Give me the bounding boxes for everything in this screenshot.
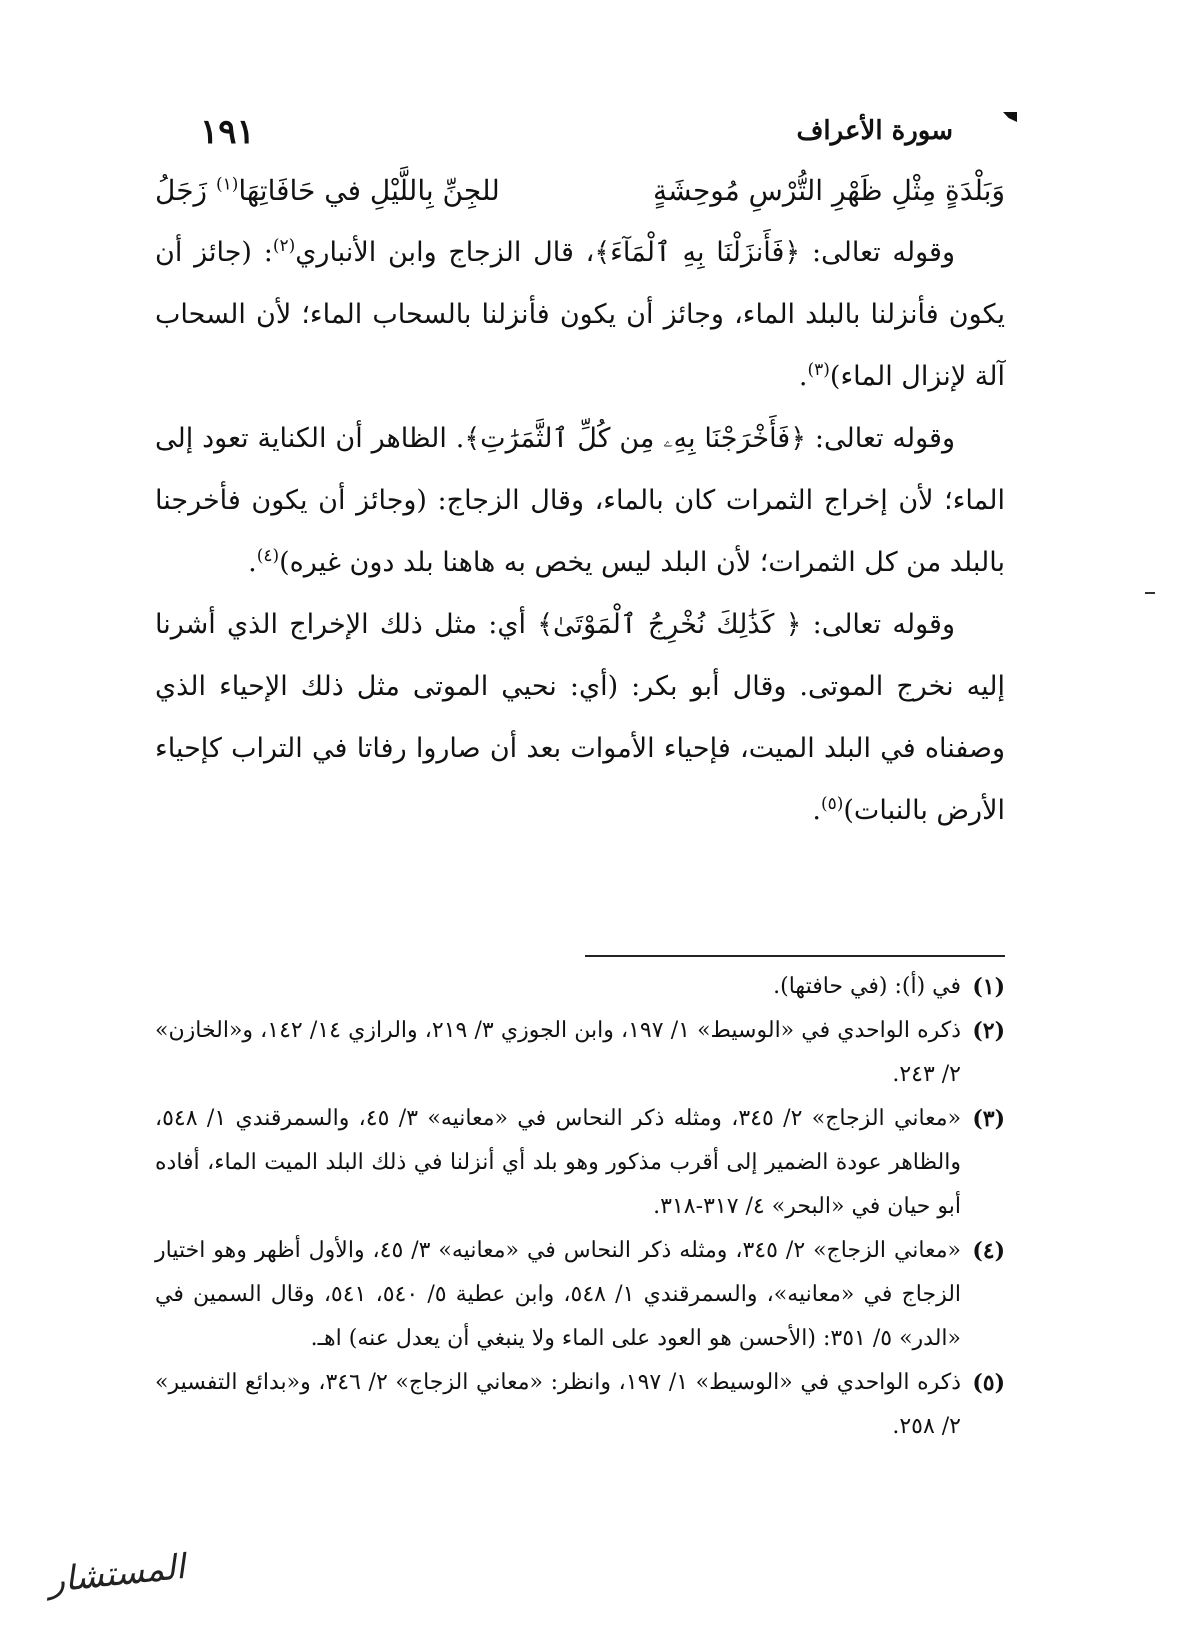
verse-left-end: زَجَلُ <box>155 174 216 207</box>
text-run: أي: مثل ذلك الإخراج الذي أشرنا إليه نخرج الموتى. وقال أبو بكر: (أي: نحيي الموتى مثل ذلك الإحياء الذي وصفناه في البلد الميت، فإحياء الأموات بعد أن صاروا رفاتا في التراب كإحياء الأرض بالنبات) <box>155 609 1005 826</box>
verse-hemistich-right: وَبَلْدَةٍ مِثْلِ ظَهْرِ التُّرْسِ مُوحِشَةٍ <box>653 174 1005 207</box>
paragraph-3 <box>155 594 1005 842</box>
footnote-text: «معاني الزجاج» ٢/ ٣٤٥، ومثله ذكر النحاس في «معانيه» ٣/ ٤٥، والأول أظهر وهو اختيار الزجاج في «معانيه»، والسمرقندي ١/ ٥٤٨، وابن عطية ٥/ ٥٤٠، ٥٤١، وقال السمين في «الدر» ٥/ ٣٥١: (الأحسن هو العود على الماء ولا ينبغي أن يعدل عنه) اهـ. <box>155 1238 962 1351</box>
footnote-ref: (١) <box>215 174 239 195</box>
watermark-logo <box>46 1547 187 1601</box>
footnote-item <box>155 1009 1005 1097</box>
footnote-ref: (٤) <box>256 546 280 566</box>
text-run: . <box>812 795 821 826</box>
margin-mark <box>1145 592 1155 594</box>
footnote-number: (١) <box>972 974 1005 1000</box>
text-run: ، قال الزجاج وابن الأنباري <box>295 237 595 268</box>
footnote-item <box>155 1097 1005 1229</box>
footnote-ref: (٢) <box>272 236 296 256</box>
footnote-text: ذكره الواحدي في «الوسيط» ١/ ١٩٧، وابن الجوزي ٣/ ٢١٩، والرازي ١٤/ ١٤٢، و«الخازن» ٢/ ٢٤٣. <box>155 1018 962 1087</box>
text-run: وقوله تعالى: <box>800 237 955 268</box>
main-text <box>155 160 1005 842</box>
footnote-divider <box>585 955 1005 957</box>
footnote-item <box>155 1229 1005 1361</box>
footnote-text: ذكره الواحدي في «الوسيط» ١/ ١٩٧، وانظر: «معاني الزجاج» ٢/ ٣٤٦، و«بدائع التفسير» ٢/ ٢٥٨. <box>155 1370 962 1439</box>
footnote-number: (٢) <box>972 1018 1005 1044</box>
text-run: . الظاهر أن الكناية تعود إلى الماء؛ لأن إخراج الثمرات كان بالماء، وقال الزجاج: (وجائز أن يكون فأخرجنا بالبلد من كل الثمرات؛ لأن البلد ليس يخص به هاهنا بلد دون غيره) <box>155 423 1005 578</box>
quran-quote: ﴿فَأَخْرَجْنَا بِهِۦ مِن كُلِّ ٱلثَّمَرَٰتِ﴾ <box>464 423 807 454</box>
footnote-number: (٣) <box>972 1106 1005 1132</box>
logo-text: المستشار <box>46 1546 187 1602</box>
footnote-text: في (أ): (في حافتها). <box>773 974 961 999</box>
paragraph-2 <box>155 408 1005 594</box>
corner-mark-icon <box>1003 112 1017 122</box>
footnote-text: «معاني الزجاج» ٢/ ٣٤٥، ومثله ذكر النحاس في «معانيه» ٣/ ٤٥، والسمرقندي ١/ ٥٤٨، والظاهر عودة الضمير إلى أقرب مذكور وهو بلد أي أنزلنا في ذلك البلد الميت الماء، أفاده أبو حيان في «البحر» ٤/ ٣١٧-٣١٨. <box>155 1106 962 1219</box>
quran-quote: ﴿فَأَنزَلْنَا بِهِ ٱلْمَآءَ﴾ <box>594 237 801 268</box>
poetry-verse <box>155 160 1005 222</box>
text-run: وقوله تعالى: <box>801 609 955 640</box>
footnote-item <box>155 965 1005 1009</box>
text-run: . <box>248 547 257 578</box>
surah-title: سورة الأعراف <box>796 116 953 146</box>
paragraph-1 <box>155 222 1005 408</box>
verse-left-text: للجِنِّ بِاللَّيْلِ في حَافَاتِهَا <box>238 174 500 207</box>
footnote-item <box>155 1361 1005 1449</box>
page-number: ١٩١ <box>200 112 255 152</box>
text-run: وقوله تعالى: <box>806 423 955 454</box>
footnotes <box>155 965 1005 1449</box>
text-run: . <box>798 361 808 392</box>
footnote-ref: (٥) <box>820 794 844 814</box>
text-run: : (جائز أن يكون فأنزلنا بالبلد الماء، وجائز أن يكون فأنزلنا بالسحاب الماء؛ لأن السحاب آلة لإنزال الماء) <box>155 237 1005 392</box>
footnote-ref: (٣) <box>807 360 830 380</box>
quran-quote: ﴿ كَذَٰلِكَ نُخْرِجُ ٱلْمَوْتَىٰ﴾ <box>537 609 802 640</box>
footnote-number: (٥) <box>972 1370 1005 1396</box>
footnote-number: (٤) <box>972 1238 1005 1264</box>
verse-hemistich-left <box>155 160 500 222</box>
